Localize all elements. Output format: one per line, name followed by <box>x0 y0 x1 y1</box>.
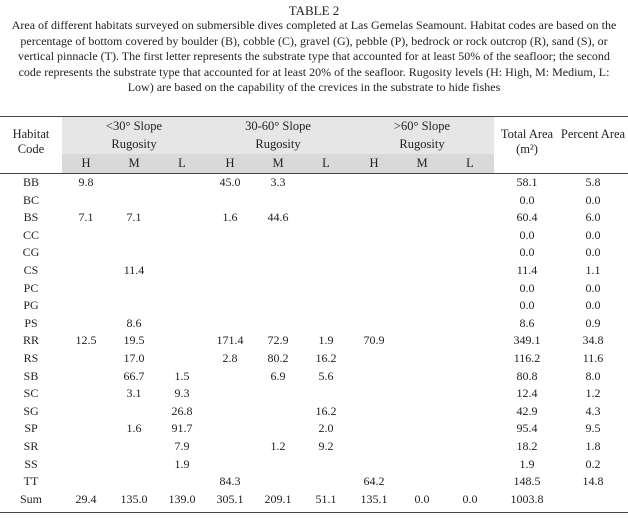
table-cell: 18.2 <box>516 439 538 453</box>
table-cell: 16.2 <box>315 351 337 365</box>
level-h-2: H <box>225 156 235 170</box>
table-cell: 0.0 <box>585 245 601 260</box>
habitat-code-cell: SB <box>23 368 39 383</box>
level-l-1: L <box>178 156 186 170</box>
top-rule <box>0 116 628 117</box>
table-cell: 0.0 <box>585 227 601 242</box>
table-cell: 19.5 <box>123 333 145 348</box>
table-cell: 1.5 <box>174 368 190 383</box>
habitat-code-cell: TT <box>23 474 39 489</box>
table-cell: 0.9 <box>585 315 601 330</box>
table-cell: 80.2 <box>267 351 289 365</box>
table-cell: 135.1 <box>360 491 388 506</box>
table-cell: 2.0 <box>318 421 334 436</box>
bottom-rule <box>0 512 628 513</box>
habitat-code-cell: BS <box>23 210 39 225</box>
table-cell: 58.1 <box>516 175 538 189</box>
table-cell: 51.1 <box>315 491 337 506</box>
table-cell: 8.6 <box>126 315 142 330</box>
table-cell: 11.4 <box>123 263 145 277</box>
table-cell: 42.9 <box>516 403 538 418</box>
slope-header-gt60: >60° Slope <box>393 119 451 133</box>
table-cell: 139.0 <box>168 491 196 506</box>
table-title: TABLE 2 <box>288 3 340 18</box>
table-cell: 9.5 <box>585 421 601 436</box>
table-cell: 0.0 <box>585 280 601 295</box>
table-cell: 0.0 <box>585 298 601 313</box>
table-cell: 0.0 <box>519 192 535 207</box>
habitat-code-cell: RS <box>23 351 39 365</box>
table-cell: 1.9 <box>318 333 334 348</box>
table-cell: 1.2 <box>585 386 601 401</box>
habitat-code-cell: SC <box>23 386 39 401</box>
level-l-2: L <box>322 156 330 170</box>
table-cell: 171.4 <box>216 333 244 348</box>
table-cell: 7.1 <box>126 210 142 225</box>
table-cell: 1.2 <box>270 439 286 453</box>
table-cell: 148.5 <box>513 474 541 489</box>
table-cell: 3.3 <box>270 175 286 189</box>
table-cell: 91.7 <box>171 421 193 436</box>
table-cell: 5.6 <box>318 368 334 383</box>
table-cell: 26.8 <box>171 403 193 418</box>
table-cell: 1.1 <box>585 263 601 277</box>
level-h-3: H <box>369 156 379 170</box>
habitat-code-cell: SP <box>24 421 38 436</box>
level-h-1: H <box>81 156 91 170</box>
table-cell: 12.4 <box>516 386 538 401</box>
table-cell: 0.0 <box>519 298 535 313</box>
table-cell: 60.4 <box>516 210 538 225</box>
table-cell: 1.6 <box>126 421 142 436</box>
table-cell: 0.0 <box>462 491 478 506</box>
habitat-code-cell: SR <box>23 439 39 453</box>
table-cell: 11.6 <box>582 351 604 365</box>
slope-header-lt30: <30° Slope <box>105 119 163 133</box>
table-cell: 209.1 <box>264 491 292 506</box>
table-cell: 17.0 <box>123 351 145 365</box>
table-cell: 4.3 <box>585 403 601 418</box>
table-cell: 1.8 <box>585 439 601 453</box>
table-cell: 7.1 <box>78 210 94 225</box>
table-cell: 84.3 <box>219 474 241 489</box>
habitat-code-header: Habitat Code <box>12 127 50 156</box>
habitat-code-cell: RR <box>22 333 39 348</box>
table-cell: 64.2 <box>363 474 385 489</box>
level-l-3: L <box>466 156 474 170</box>
rugosity-header-1: Rugosity <box>111 137 157 151</box>
table-cell: 11.4 <box>516 263 538 277</box>
table-cell: 8.6 <box>519 315 535 330</box>
table-cell: 3.1 <box>126 386 142 401</box>
rugosity-header-2: Rugosity <box>255 137 301 151</box>
table-caption: Area of different habitats surveyed on submersible dives completed at Las Gemelas Seamount. Habitat codes are based on the percentage of bottom covered by boulder (B), cobble (C), gravel (G), pebble (P), bedrock or rock outcrop (R), sand (S), or vertical pinnacle (T). The first letter represents the substrate type that accounted for at least 50% of the seafloor; the second code represents the substrate type that accounted for at least 20% of the seafloor. Rugosity levels (H: High, M: Medium, L: Low) are based on the capability of the crevices in the substrate to hide fishes <box>11 18 617 94</box>
habitat-code-cell: CC <box>22 227 39 242</box>
table-cell: 0.0 <box>585 192 601 207</box>
habitat-code-cell: BC <box>22 192 39 207</box>
table-cell: 16.2 <box>315 403 337 418</box>
habitat-code-cell: SS <box>24 456 38 471</box>
level-m-2: M <box>272 156 284 170</box>
habitat-code-cell: CS <box>23 263 39 277</box>
table-cell: 6.9 <box>270 368 286 383</box>
table-cell: 0.0 <box>519 245 535 260</box>
table-cell: 9.2 <box>318 439 334 453</box>
habitat-code-cell: Sum <box>19 491 42 506</box>
header-rule <box>0 173 628 174</box>
percent-area-header: Percent Area <box>560 127 626 141</box>
habitat-code-cell: PG <box>23 298 39 313</box>
table-cell: 116.2 <box>513 351 541 365</box>
table-cell: 9.3 <box>174 386 190 401</box>
table-cell: 7.9 <box>174 439 190 453</box>
table-cell: 9.8 <box>78 175 94 189</box>
table-cell: 8.0 <box>585 368 601 383</box>
table-cell: 44.6 <box>267 210 289 225</box>
table-cell: 0.0 <box>519 227 535 242</box>
table-cell: 0.2 <box>585 456 601 471</box>
table-cell: 1003.8 <box>510 491 544 506</box>
slope-header-30-60: 30-60° Slope <box>245 119 311 133</box>
table-cell: 66.7 <box>123 368 145 383</box>
rugosity-header-3: Rugosity <box>399 137 445 151</box>
table-cell: 305.1 <box>216 491 244 506</box>
table-cell: 14.8 <box>582 474 604 489</box>
table-cell: 0.0 <box>519 280 535 295</box>
table-cell: 5.8 <box>585 175 601 189</box>
habitat-code-cell: SG <box>23 403 39 418</box>
table-cell: 80.8 <box>516 368 538 383</box>
table-cell: 34.8 <box>582 333 604 348</box>
table-cell: 1.6 <box>222 210 238 225</box>
table-cell: 70.9 <box>363 333 385 348</box>
habitat-code-cell: PC <box>23 280 39 295</box>
habitat-code-cell: CG <box>22 245 40 260</box>
total-area-header: Total Area (m²) <box>500 127 554 156</box>
table-cell: 45.0 <box>219 175 241 189</box>
table-cell: 0.0 <box>414 491 430 506</box>
habitat-code-cell: PS <box>24 315 38 330</box>
table-cell: 1.9 <box>174 456 190 471</box>
level-m-1: M <box>128 156 140 170</box>
table-cell: 2.8 <box>222 351 238 365</box>
table-cell: 12.5 <box>75 333 97 348</box>
table-cell: 95.4 <box>516 421 538 436</box>
table-cell: 349.1 <box>513 333 541 348</box>
table-cell: 6.0 <box>585 210 601 225</box>
table-cell: 135.0 <box>120 491 148 506</box>
habitat-code-cell: BB <box>22 175 39 189</box>
table-cell: 29.4 <box>75 491 97 506</box>
table-cell: 1.9 <box>519 456 535 471</box>
level-m-3: M <box>416 156 428 170</box>
table-cell: 72.9 <box>267 333 289 348</box>
